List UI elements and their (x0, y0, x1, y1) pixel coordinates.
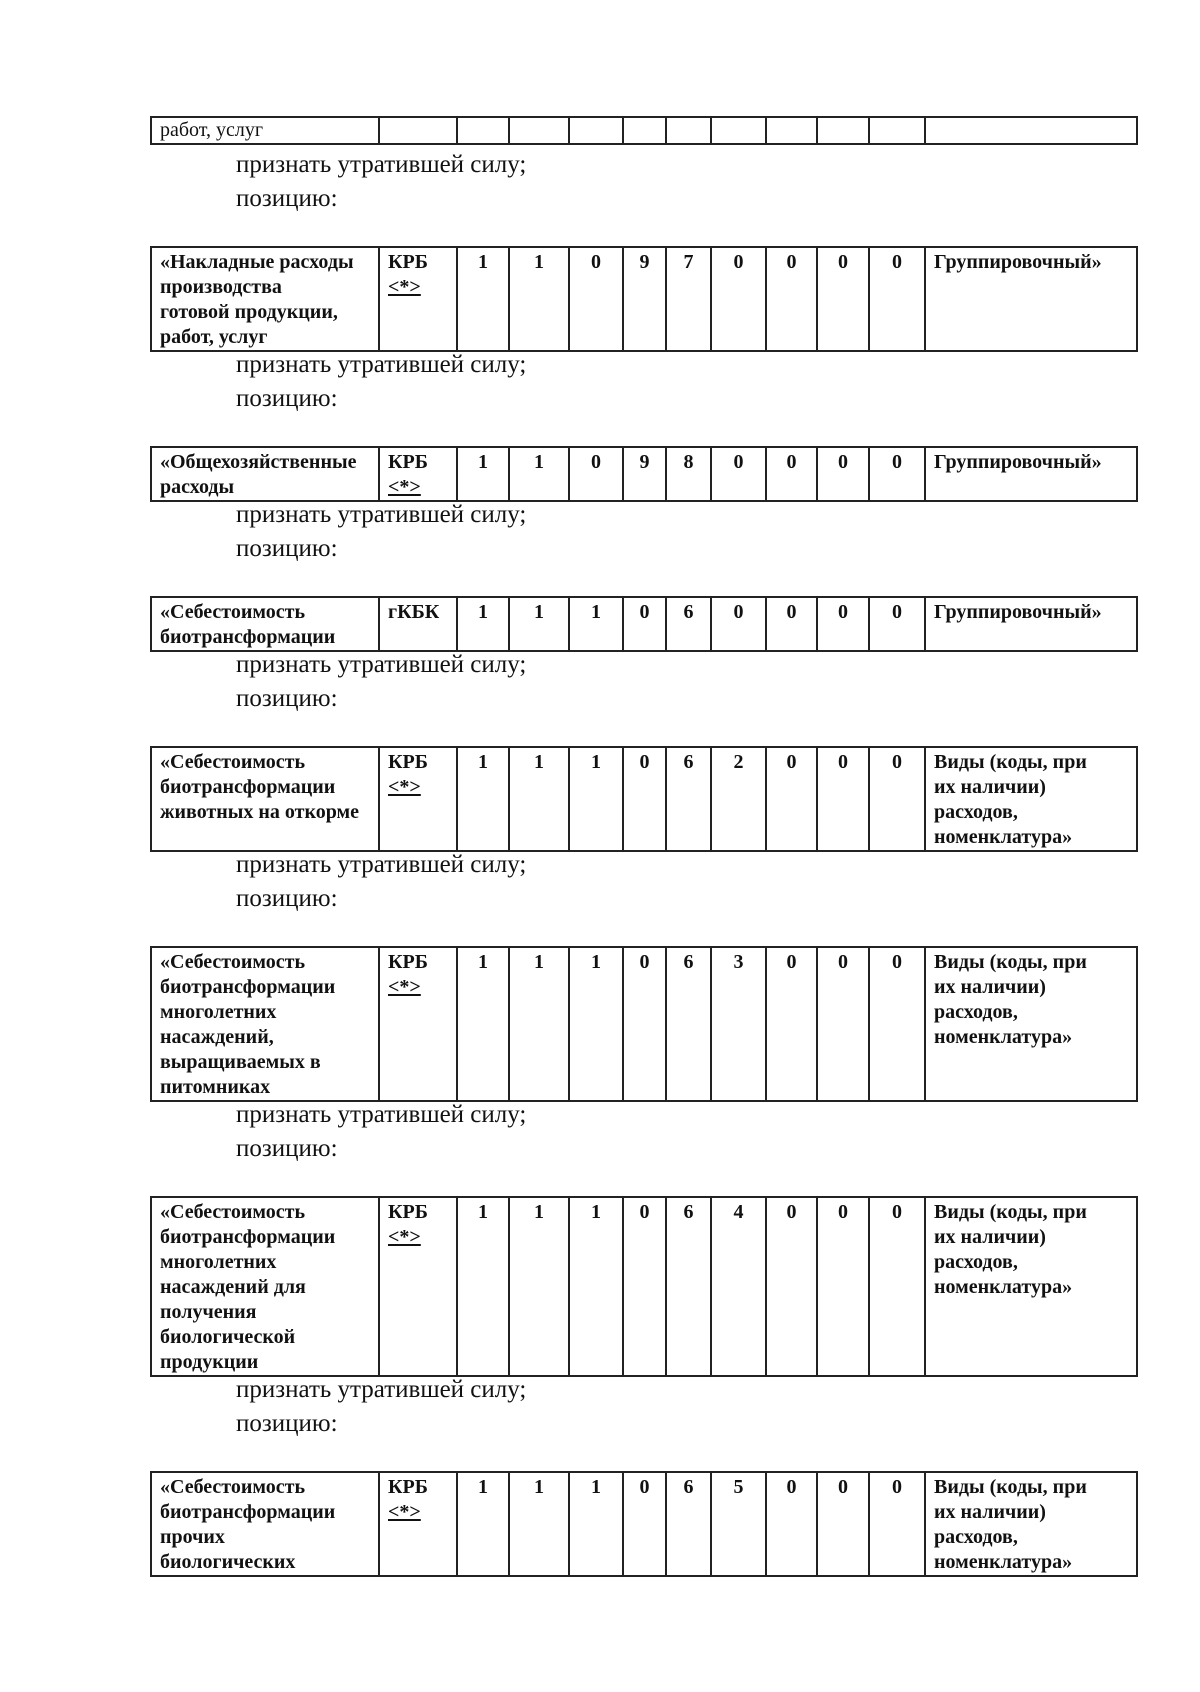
code-digit: 0 (623, 1472, 666, 1576)
code-digit: 0 (766, 747, 817, 851)
code-digit: 0 (766, 247, 817, 351)
position-name (151, 947, 379, 1101)
phrase-void-text: признать утратившей силу; (236, 1376, 527, 1403)
position-code (379, 597, 457, 651)
position-name-line: прочих (160, 1526, 225, 1548)
code-digit: 0 (869, 247, 925, 351)
code-digit: 1 (457, 1197, 509, 1376)
code-digit: 0 (766, 1472, 817, 1576)
position-note-line: их наличии) (934, 976, 1046, 998)
code-footnote-mark: <*> (388, 976, 421, 998)
code-digit: 6 (666, 947, 711, 1101)
position-note-line: расходов, (934, 1251, 1018, 1273)
position-note-line: их наличии) (934, 776, 1046, 798)
phrase-position-text: позицию: (236, 885, 338, 912)
code-footnote-mark: <*> (388, 776, 421, 798)
position-name-line: биотрансформации (160, 626, 336, 648)
code-digit: 1 (509, 1197, 569, 1376)
code-label: КРБ (388, 951, 428, 973)
code-digit: 0 (817, 1197, 869, 1376)
position-name-line: животных на откорме (160, 801, 360, 823)
code-footnote-mark: <*> (388, 1226, 421, 1248)
code-digit: 0 (869, 1197, 925, 1376)
code-digit: 0 (869, 947, 925, 1101)
position-note (925, 247, 1137, 351)
position-table (150, 246, 1138, 352)
code-digit: 0 (766, 447, 817, 501)
code-digit: 0 (623, 747, 666, 851)
position-name-line: «Себестоимость (160, 1201, 306, 1223)
position-note-line: их наличии) (934, 1501, 1046, 1523)
code-digit: 6 (666, 747, 711, 851)
code-footnote-mark: <*> (388, 476, 421, 498)
code-digit: 6 (666, 597, 711, 651)
position-note-line: Виды (коды, при (934, 951, 1087, 973)
position-name-line: многолетних (160, 1001, 277, 1023)
position-note-line: расходов, (934, 1526, 1018, 1548)
code-digit: 1 (509, 247, 569, 351)
phrase-position-text: позицию: (236, 1135, 338, 1162)
code-digit: 0 (766, 947, 817, 1101)
position-name (151, 247, 379, 351)
position-name-line: биотрансформации (160, 776, 336, 798)
position-name (151, 1472, 379, 1576)
position-note (925, 947, 1137, 1101)
code-digit: 0 (623, 597, 666, 651)
position-name-line: продукции (160, 1351, 259, 1373)
code-digit: 0 (766, 597, 817, 651)
position-name-line: «Себестоимость (160, 601, 306, 623)
code-digit: 1 (509, 447, 569, 501)
position-note-line: Группировочный» (934, 251, 1102, 273)
phrase-position-text: позицию: (236, 185, 338, 212)
code-digit: 1 (457, 747, 509, 851)
position-name-line: многолетних (160, 1251, 277, 1273)
position-code (379, 247, 457, 351)
code-digit: 1 (569, 947, 623, 1101)
code-digit: 0 (711, 597, 766, 651)
code-digit: 1 (569, 747, 623, 851)
code-digit: 0 (766, 1197, 817, 1376)
position-code (379, 1472, 457, 1576)
position-note-line: Группировочный» (934, 451, 1102, 473)
position-name-line: биотрансформации (160, 976, 336, 998)
phrase-position-text: позицию: (236, 385, 338, 412)
code-digit: 0 (623, 1197, 666, 1376)
code-digit: 0 (711, 447, 766, 501)
code-digit: 9 (623, 247, 666, 351)
position-name-line: производства (160, 276, 282, 298)
code-label: КРБ (388, 451, 428, 473)
code-digit: 1 (509, 747, 569, 851)
code-digit: 8 (666, 447, 711, 501)
code-digit: 1 (509, 1472, 569, 1576)
code-digit: 9 (623, 447, 666, 501)
code-digit: 0 (817, 1472, 869, 1576)
position-note-line: номенклатура» (934, 1551, 1073, 1573)
code-digit: 0 (869, 447, 925, 501)
phrase-void-text: признать утратившей силу; (236, 651, 527, 678)
position-name-line: выращиваемых в (160, 1051, 321, 1073)
phrase-position-text: позицию: (236, 535, 338, 562)
position-note-line: номенклатура» (934, 1276, 1073, 1298)
position-name (151, 597, 379, 651)
position-note-line: Виды (коды, при (934, 1476, 1087, 1498)
code-digit: 0 (711, 247, 766, 351)
code-digit: 1 (509, 947, 569, 1101)
position-table-top (150, 116, 1138, 145)
position-name-line: расходы (160, 476, 235, 498)
position-name-line: «Себестоимость (160, 951, 306, 973)
position-name-line: готовой продукции, (160, 301, 338, 323)
code-digit: 6 (666, 1472, 711, 1576)
position-table (150, 1471, 1138, 1577)
code-label: гКБК (388, 601, 440, 623)
position-table (150, 446, 1138, 502)
phrase-void-text: признать утратившей силу; (236, 851, 527, 878)
position-name-line: «Общехозяйственные (160, 451, 357, 473)
position-name-line: насаждений, (160, 1026, 274, 1048)
position-name-line: биотрансформации (160, 1501, 336, 1523)
code-footnote-mark: <*> (388, 276, 421, 298)
position-code (379, 747, 457, 851)
code-digit: 1 (569, 597, 623, 651)
code-digit: 1 (457, 447, 509, 501)
code-digit: 0 (569, 447, 623, 501)
code-label: КРБ (388, 751, 428, 773)
position-name (151, 747, 379, 851)
code-digit: 0 (817, 247, 869, 351)
code-label: КРБ (388, 1476, 428, 1498)
position-note (925, 1472, 1137, 1576)
position-name (151, 447, 379, 501)
position-name-line: «Себестоимость (160, 1476, 306, 1498)
code-digit: 4 (711, 1197, 766, 1376)
code-digit: 0 (817, 447, 869, 501)
position-name (151, 1197, 379, 1376)
position-name-line: биологических (160, 1551, 296, 1573)
position-note-line: Группировочный» (934, 601, 1102, 623)
position-note-line: расходов, (934, 1001, 1018, 1023)
position-code (379, 947, 457, 1101)
code-digit: 3 (711, 947, 766, 1101)
code-digit: 0 (869, 747, 925, 851)
code-digit: 1 (569, 1472, 623, 1576)
code-digit: 0 (869, 597, 925, 651)
code-digit: 6 (666, 1197, 711, 1376)
phrase-void-text: признать утратившей силу; (236, 151, 527, 178)
code-digit: 5 (711, 1472, 766, 1576)
code-digit: 1 (457, 247, 509, 351)
position-note-line: номенклатура» (934, 826, 1073, 848)
code-label: КРБ (388, 1201, 428, 1223)
position-name-line: «Накладные расходы (160, 251, 354, 273)
code-digit: 1 (457, 1472, 509, 1576)
code-digit: 0 (817, 597, 869, 651)
position-note (925, 1197, 1137, 1376)
position-name-line: биологической (160, 1326, 296, 1348)
phrase-void-text: признать утратившей силу; (236, 1101, 527, 1128)
phrase-position-text: позицию: (236, 685, 338, 712)
position-table (150, 596, 1138, 652)
code-digit: 7 (666, 247, 711, 351)
phrase-void-text: признать утратившей силу; (236, 501, 527, 528)
position-note-line: номенклатура» (934, 1026, 1073, 1048)
position-name-line: получения (160, 1301, 257, 1323)
position-note (925, 597, 1137, 651)
code-digit: 1 (569, 1197, 623, 1376)
phrase-void-text: признать утратившей силу; (236, 351, 527, 378)
position-table (150, 746, 1138, 852)
code-digit: 1 (457, 947, 509, 1101)
position-name-line: работ, услуг (160, 326, 268, 348)
position-note (925, 747, 1137, 851)
position-name-line: «Себестоимость (160, 751, 306, 773)
position-note (925, 447, 1137, 501)
position-table (150, 1196, 1138, 1377)
code-digit: 1 (457, 597, 509, 651)
position-note-line: Виды (коды, при (934, 1201, 1087, 1223)
code-digit: 0 (569, 247, 623, 351)
position-note-line: расходов, (934, 801, 1018, 823)
position-name-line: насаждений для (160, 1276, 306, 1298)
code-digit: 0 (817, 947, 869, 1101)
position-note-line: Виды (коды, при (934, 751, 1087, 773)
code-digit: 0 (817, 747, 869, 851)
position-name-line: биотрансформации (160, 1226, 336, 1248)
phrase-position-text: позицию: (236, 1410, 338, 1437)
code-digit: 0 (869, 1472, 925, 1576)
code-label: КРБ (388, 251, 428, 273)
position-note-line: их наличии) (934, 1226, 1046, 1248)
code-footnote-mark: <*> (388, 1501, 421, 1523)
code-digit: 2 (711, 747, 766, 851)
position-table (150, 946, 1138, 1102)
position-name: работ, услуг (151, 117, 379, 144)
position-name-line: питомниках (160, 1076, 271, 1098)
position-code (379, 1197, 457, 1376)
code-digit: 1 (509, 597, 569, 651)
position-code (379, 447, 457, 501)
code-digit: 0 (623, 947, 666, 1101)
